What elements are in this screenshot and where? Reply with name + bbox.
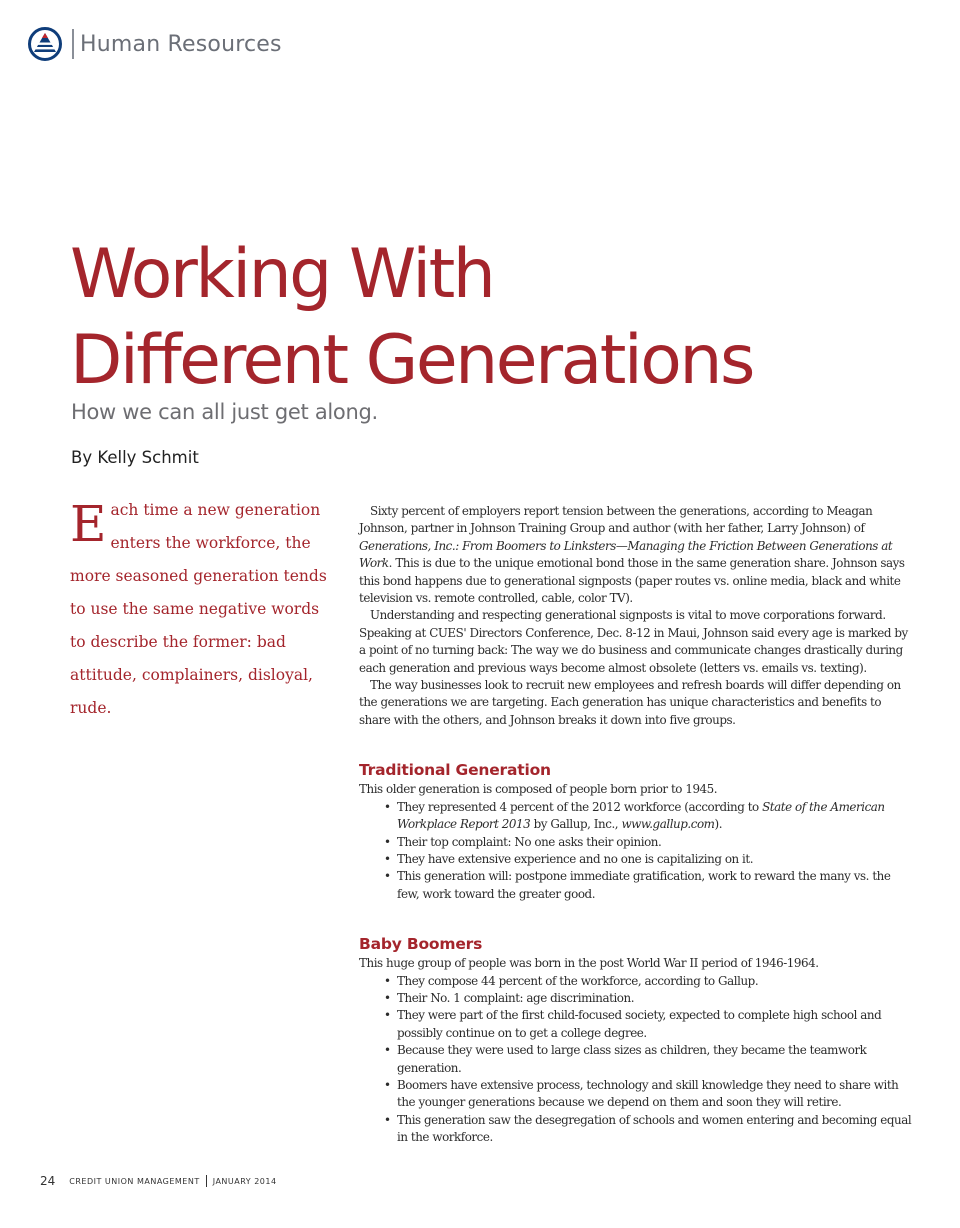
list-text: ). [714, 817, 723, 832]
body-text: . This is due to the unique emotional bond those in the same generation share. Johnson says this bond happens due to generational signposts (paper routes vs. online media, black and white television vs. remote controlled, cable, color TV). [359, 556, 905, 606]
pull-quote [70, 494, 330, 725]
list-item: • This generation saw the desegregation of schools and women entering and becoming equal in the workforce. [397, 1112, 915, 1147]
body-paragraph-2: Understanding and respecting generational signposts is vital to move corporations forward. Speaking at CUES' Directors Conference, Dec. 8-12 in Maui, Johnson said every age is marked by a point of no turning back: The way we do business and communicate changes drastically during each generation and previous ways become almost obsolete (letters vs. emails vs. texting). [359, 608, 908, 675]
article-body [359, 503, 915, 1147]
header-divider [72, 29, 74, 59]
list-item: • They compose 44 percent of the workforce, according to Gallup. [397, 973, 915, 990]
body-paragraph-3: The way businesses look to recruit new employees and refresh boards will differ depending on the generations we are targeting. Each generation has unique characteristics and benefits to share with the others, and Johnson breaks it down into five groups. [359, 678, 901, 727]
page-number: 24 [40, 1174, 56, 1188]
publication-name: CREDIT UNION MANAGEMENT [69, 1176, 200, 1186]
list-item: • They were part of the first child-focused society, expected to complete high school and possibly continue on to get a college degree. [397, 1007, 915, 1042]
list-item: • This generation will: postpone immediate gratification, work to reward the many vs. the few, work toward the greater good. [397, 868, 915, 903]
list-item: • Their No. 1 complaint: age discrimination. [397, 990, 915, 1007]
section-intro: This huge group of people was born in the post World War II period of 1946-1964. [359, 956, 819, 971]
section-heading-traditional: Traditional Generation [359, 761, 551, 780]
article-subtitle: How we can all just get along. [71, 400, 378, 424]
body-text: Sixty percent of employers report tension between the generations, according to Meagan Johnson, partner in Johnson Training Group and author (with her father, Larry Johnson) of [359, 504, 873, 536]
section-heading-boomers: Baby Boomers [359, 935, 483, 954]
list-item: • They have extensive experience and no one is capitalizing on it. [397, 851, 915, 868]
boomers-list [359, 973, 915, 1147]
body-paragraph-1 [359, 503, 915, 607]
title-line-1: Working With [70, 235, 494, 314]
list-text: by Gallup, Inc., [530, 817, 622, 832]
traditional-list [359, 799, 915, 903]
list-item: • Their top complaint: No one asks their opinion. [397, 834, 915, 851]
section-intro: This older generation is composed of people born prior to 1945. [359, 782, 718, 797]
gallup-link[interactable]: www.gallup.com [621, 817, 715, 832]
list-item: • Boomers have extensive process, technology and skill knowledge they need to share with the younger generations because we depend on them and soon they will retire. [397, 1077, 915, 1112]
title-line-2: Different Generations [70, 321, 753, 400]
list-item [397, 799, 915, 834]
byline: By Kelly Schmit [71, 448, 199, 467]
article-title [70, 232, 753, 404]
page-header [28, 26, 282, 62]
report-title: State of the American Workplace Report 2013 [397, 799, 885, 832]
drop-cap: E [70, 495, 107, 553]
cues-triangle-logo-icon [28, 27, 62, 61]
page-footer [40, 1174, 277, 1188]
footer-divider [206, 1175, 207, 1187]
section-label: Human Resources [80, 31, 282, 57]
list-item: • Because they were used to large class sizes as children, they became the teamwork generation. [397, 1042, 915, 1077]
issue-date: JANUARY 2014 [212, 1176, 277, 1186]
list-text: They represented 4 percent of the 2012 workforce (according to [397, 799, 763, 814]
pull-quote-text: ach time a new generation enters the workforce, the more seasoned generation tends to use the same negative words to describe the former: bad attitude, complainers, disloyal, rude. [70, 501, 327, 717]
book-title: Generations, Inc.: From Boomers to Linksters—Managing the Friction Between Generations at Work [359, 538, 893, 571]
